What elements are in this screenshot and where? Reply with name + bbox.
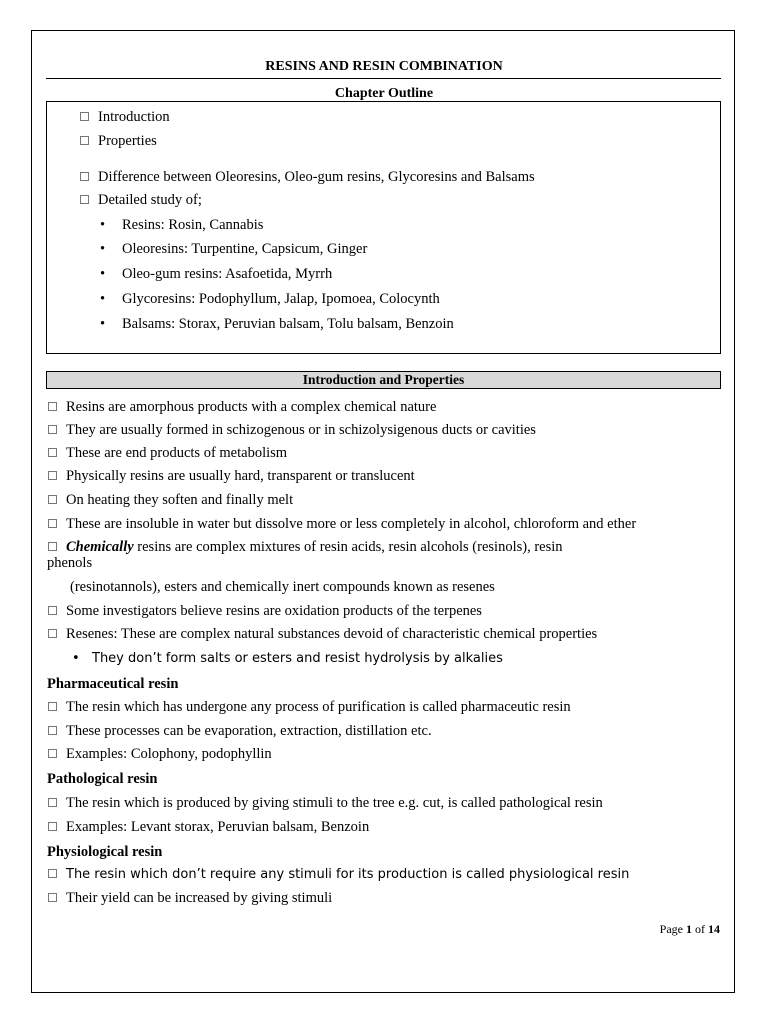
outline-detail-bullet: • Balsams: Storax, Peruvian balsam, Tolu balsam, Benzoin (100, 316, 454, 332)
bullet-icon: • (100, 291, 106, 307)
checkbox-icon (48, 822, 57, 831)
checkbox-icon (80, 136, 89, 145)
intro-point: Resenes: These are complex natural substances devoid of characteristic chemical properties (48, 625, 597, 643)
bullet-icon: • (100, 266, 106, 282)
outline-detail-bullet: • Oleo-gum resins: Asafoetida, Myrrh (100, 266, 333, 282)
bullet-icon: • (100, 241, 106, 257)
outline-item: Detailed study of; (80, 191, 202, 209)
intro-point-chemically: Chemically resins are complex mixtures of resin acids, resin alcohols (resinols), resin (48, 538, 563, 556)
outline-detail-bullet: • Resins: Rosin, Cannabis (100, 217, 264, 233)
checkbox-icon (48, 519, 57, 528)
intro-point: Resins are amorphous products with a complex chemical nature (48, 398, 436, 416)
section-heading-intro: Introduction and Properties (46, 371, 721, 389)
section-heading-pathological: Pathological resin (47, 771, 158, 787)
section-heading-pharmaceutical: Pharmaceutical resin (47, 676, 179, 692)
checkbox-icon (80, 195, 89, 204)
document-title: RESINS AND RESIN COMBINATION (265, 59, 503, 74)
checkbox-icon (48, 425, 57, 434)
checkbox-icon (48, 798, 57, 807)
checkbox-icon (48, 471, 57, 480)
patho-point: The resin which is produced by giving stimuli to the tree e.g. cut, is called pathological resin (48, 794, 603, 812)
pharma-point: Examples: Colophony, podophyllin (48, 745, 272, 763)
checkbox-icon (48, 448, 57, 457)
checkbox-icon (48, 402, 57, 411)
bullet-icon: • (100, 217, 106, 233)
checkbox-icon (48, 702, 57, 711)
outline-item: Introduction (80, 108, 170, 126)
checkbox-icon (48, 495, 57, 504)
intro-sub-bullet: • They don’t form salts or esters and resist hydrolysis by alkalies (72, 651, 503, 666)
intro-point: They are usually formed in schizogenous or in schizolysigenous ducts or cavities (48, 421, 536, 439)
bullet-icon: • (72, 651, 80, 666)
physio-point: The resin which don’t require any stimuli for its production is called physiological resin (48, 866, 629, 884)
physio-point: Their yield can be increased by giving stimuli (48, 889, 332, 907)
outline-item: Difference between Oleoresins, Oleo-gum resins, Glycoresins and Balsams (80, 168, 535, 186)
intro-point-chemically-cont: (resinotannols), esters and chemically inert compounds known as resenes (70, 579, 495, 595)
outline-item: Properties (80, 132, 157, 150)
page-number: Page 1 of 14 (659, 922, 720, 936)
title-rule (46, 78, 721, 79)
section-heading-physiological: Physiological resin (47, 844, 163, 860)
checkbox-icon (48, 893, 57, 902)
checkbox-icon (80, 172, 89, 181)
checkbox-icon (48, 629, 57, 638)
checkbox-icon (80, 112, 89, 121)
outline-detail-bullet: • Glycoresins: Podophyllum, Jalap, Ipomoea, Colocynth (100, 291, 440, 307)
checkbox-icon (48, 542, 57, 551)
intro-point: These are insoluble in water but dissolve more or less completely in alcohol, chloroform and ether (48, 515, 636, 533)
intro-point: On heating they soften and finally melt (48, 491, 293, 509)
patho-point: Examples: Levant storax, Peruvian balsam, Benzoin (48, 818, 369, 836)
outline-detail-bullet: • Oleoresins: Turpentine, Capsicum, Ginger (100, 241, 368, 257)
pharma-point: These processes can be evaporation, extraction, distillation etc. (48, 722, 432, 740)
intro-point: Physically resins are usually hard, transparent or translucent (48, 467, 415, 485)
pharma-point: The resin which has undergone any process of purification is called pharmaceutic resin (48, 698, 571, 716)
checkbox-icon (48, 869, 57, 878)
checkbox-icon (48, 606, 57, 615)
intro-point: These are end products of metabolism (48, 444, 287, 462)
bullet-icon: • (100, 316, 106, 332)
chapter-outline-heading: Chapter Outline (334, 86, 434, 101)
checkbox-icon (48, 726, 57, 735)
intro-point-chemically-wrap: phenols (47, 555, 93, 571)
checkbox-icon (48, 749, 57, 758)
intro-point: Some investigators believe resins are oxidation products of the terpenes (48, 602, 482, 620)
